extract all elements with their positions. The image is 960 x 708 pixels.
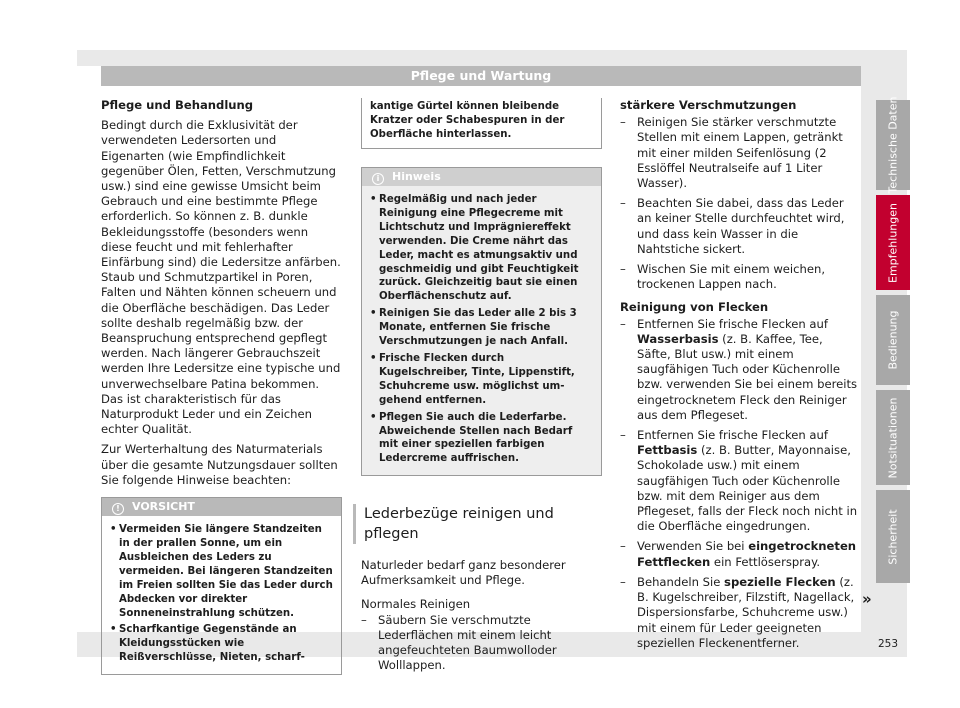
section-title: Lederbezüge reinigen und pflegen <box>353 504 602 544</box>
vorsicht-box <box>101 497 342 675</box>
tab-empfehlungen[interactable] <box>876 195 910 290</box>
text: Entfernen Sie frische Flecken auf <box>637 428 828 443</box>
text-bold: Wasserbasis <box>637 331 719 346</box>
page-number: 253 <box>878 638 899 650</box>
list-item: – Reinigen Sie stärker verschmutzte Stellen mit einem Lappen, getränkt mit einer milden Seifenlösung (2 Esslöffel Neutralseife auf 1 Liter Wasser). <box>620 115 860 191</box>
column-middle <box>361 98 602 679</box>
hinweis-body <box>362 186 601 475</box>
paragraph-werterhaltung: Zur Werterhaltung des Naturmaterials über die gesamte Nutzungsdauer sollten Sie folgende Hinweise beachten: <box>101 442 338 487</box>
hinweis-item: • Regelmäßig und nach jeder Reinigung eine Pflegecreme mit Lichtschutz und Imprägniereffekt verwenden. Die Creme nährt das Leder, macht es atmungsaktiv und geschmeidig und gibt Feuchtigkeit zurück. Gleichzeitig baut sie einen Oberflächenschutz auf. <box>370 193 593 304</box>
list-item <box>620 428 860 534</box>
tab-sicherheit[interactable] <box>876 490 910 583</box>
hinweis-item: • Frische Flecken durch Kugelschreiber, Tinte, Lippenstift, Schuhcreme usw. möglichst umgehend entfernen. <box>370 352 593 408</box>
tab-label: Empfehlungen <box>886 202 900 283</box>
vorsicht-continued: kantige Gürtel können bleibende Kratzer oder Schabespuren in der Oberfläche hinterlassen. <box>361 98 602 149</box>
hinweis-item: • Reinigen Sie das Leder alle 2 bis 3 Monate, entfernen Sie frische Verschmutzungen je nach Anfall. <box>370 307 593 349</box>
list-item: – Säubern Sie verschmutzte Lederflächen mit einem leicht angefeuchteten Baumwolloder Wolllappen. <box>361 613 602 674</box>
heading-flecken: Reinigung von Flecken <box>620 300 769 315</box>
vorsicht-label: VORSICHT <box>132 500 195 514</box>
tab-label: Notsituationen <box>886 397 900 478</box>
text-bold: spezielle Flecken <box>724 574 836 589</box>
text: ein Fettlöserspray. <box>710 554 820 569</box>
column-right <box>620 98 860 656</box>
text-bold: eingetrockneten Fettflecken <box>637 539 857 569</box>
info-icon: i <box>372 173 384 185</box>
warning-icon: ! <box>112 503 124 515</box>
text: Verwenden Sie bei <box>637 539 749 554</box>
page-header: Pflege und Wartung <box>101 66 861 86</box>
continue-icon: » <box>862 590 872 608</box>
tab-label: Sicherheit <box>886 508 900 565</box>
text: (z. B. Kaffee, Tee, Säfte, Blut usw.) mit einem saugfähigen Tuch oder Küchenrolle bzw. verwenden Sie bei einem bereits eingetrocknetem Fleck den Reiniger aus dem Pflegeset. <box>637 331 858 422</box>
vorsicht-item: • Vermeiden Sie längere Standzeiten in der prallen Sonne, um ein Ausbleichen des Leders zu vermeiden. Bei längeren Standzeiten im Freien sollten Sie das Leder durch Abdecken vor direkter Sonneneinstrahlung schützen. <box>110 523 333 620</box>
heading-staerkere: stärkere Verschmutzungen <box>620 98 797 112</box>
heading-normales-reinigen: Normales Reinigen <box>361 596 471 611</box>
text-bold: Fettbasis <box>637 443 698 458</box>
tab-bedienung[interactable] <box>876 295 910 385</box>
tab-notsituationen[interactable] <box>876 390 910 485</box>
list-item <box>620 539 860 569</box>
text: (z. B. Butter, Mayonnaise, Schokolade usw.) mit einem saugfähigen Tuch oder Küchenrolle bzw. mit dem Reiniger aus dem Pflegeset, falls der Fleck noch nicht in die Oberfläche eingedrungen. <box>637 443 858 534</box>
list-item <box>620 317 860 423</box>
vorsicht-item: • Scharfkantige Gegenstände an Kleidungsstücken wie Reißverschlüsse, Nieten, scharf- <box>110 623 333 665</box>
column-left <box>101 98 342 675</box>
list-item: – Beachten Sie dabei, dass das Leder an keiner Stelle durchfeuchtet wird, und dass kein Wasser in die Nahtstiche sickert. <box>620 196 860 257</box>
vorsicht-body <box>102 516 341 674</box>
paragraph-naturleder: Naturleder bedarf ganz besonderer Aufmerksamkeit und Pflege. <box>361 558 566 588</box>
vorsicht-header <box>102 498 341 516</box>
list-item <box>620 575 860 651</box>
hinweis-item: • Pflegen Sie auch die Lederfarbe. Abweichende Stellen nach Bedarf mit einer speziellen farbigen Ledercreme auffrischen. <box>370 411 593 467</box>
text: Entfernen Sie frische Flecken auf <box>637 316 828 331</box>
text: Behandeln Sie <box>637 574 725 589</box>
list-item: – Wischen Sie mit einem weichen, trockenen Lappen nach. <box>620 262 860 292</box>
heading-pflege: Pflege und Behandlung <box>101 98 254 112</box>
tab-label: Technische Daten <box>886 96 900 194</box>
text: (z. B. Kugelschreiber, Filzstift, Nagellack, Dispersionsfarbe, Schuhcreme usw.) mit einem für Leder geeigneten speziellen Fleckenentferner. <box>637 574 855 650</box>
tab-technische-daten[interactable] <box>876 96 910 194</box>
hinweis-header <box>362 168 601 186</box>
hinweis-label: Hinweis <box>392 170 441 183</box>
paragraph-intro: Bedingt durch die Exklusivität der verwendeten Ledersorten und Eigenarten (wie Empfindlichkeit gegenüber Ölen, Fetten, Verschmutzung usw.) sind eine gewisse Umsicht beim Gebrauch und eine bestimmte Pflege erforderlich. So können z. B. dunkle Bekleidungsstoffe (besonders wenn diese feucht und mit fehlerhafter Einfärbung sind) die Ledersitze anfärben. Staub und Schmutzpartikel in Poren, Falten und Nähten können scheuern und die Oberfläche beschädigen. Das Leder sollte deshalb regelmäßig bzw. der Beanspruchung entsprechend gepflegt werden. Nach längerer Gebrauchszeit werden Ihre Ledersitze eine typische und unverwechselbare Patina bekommen. Das ist charakteristisch für das Naturprodukt Leder und ein Zeichen echter Qualität. <box>101 118 341 437</box>
hinweis-box <box>361 167 602 476</box>
tab-label: Bedienung <box>886 310 900 370</box>
